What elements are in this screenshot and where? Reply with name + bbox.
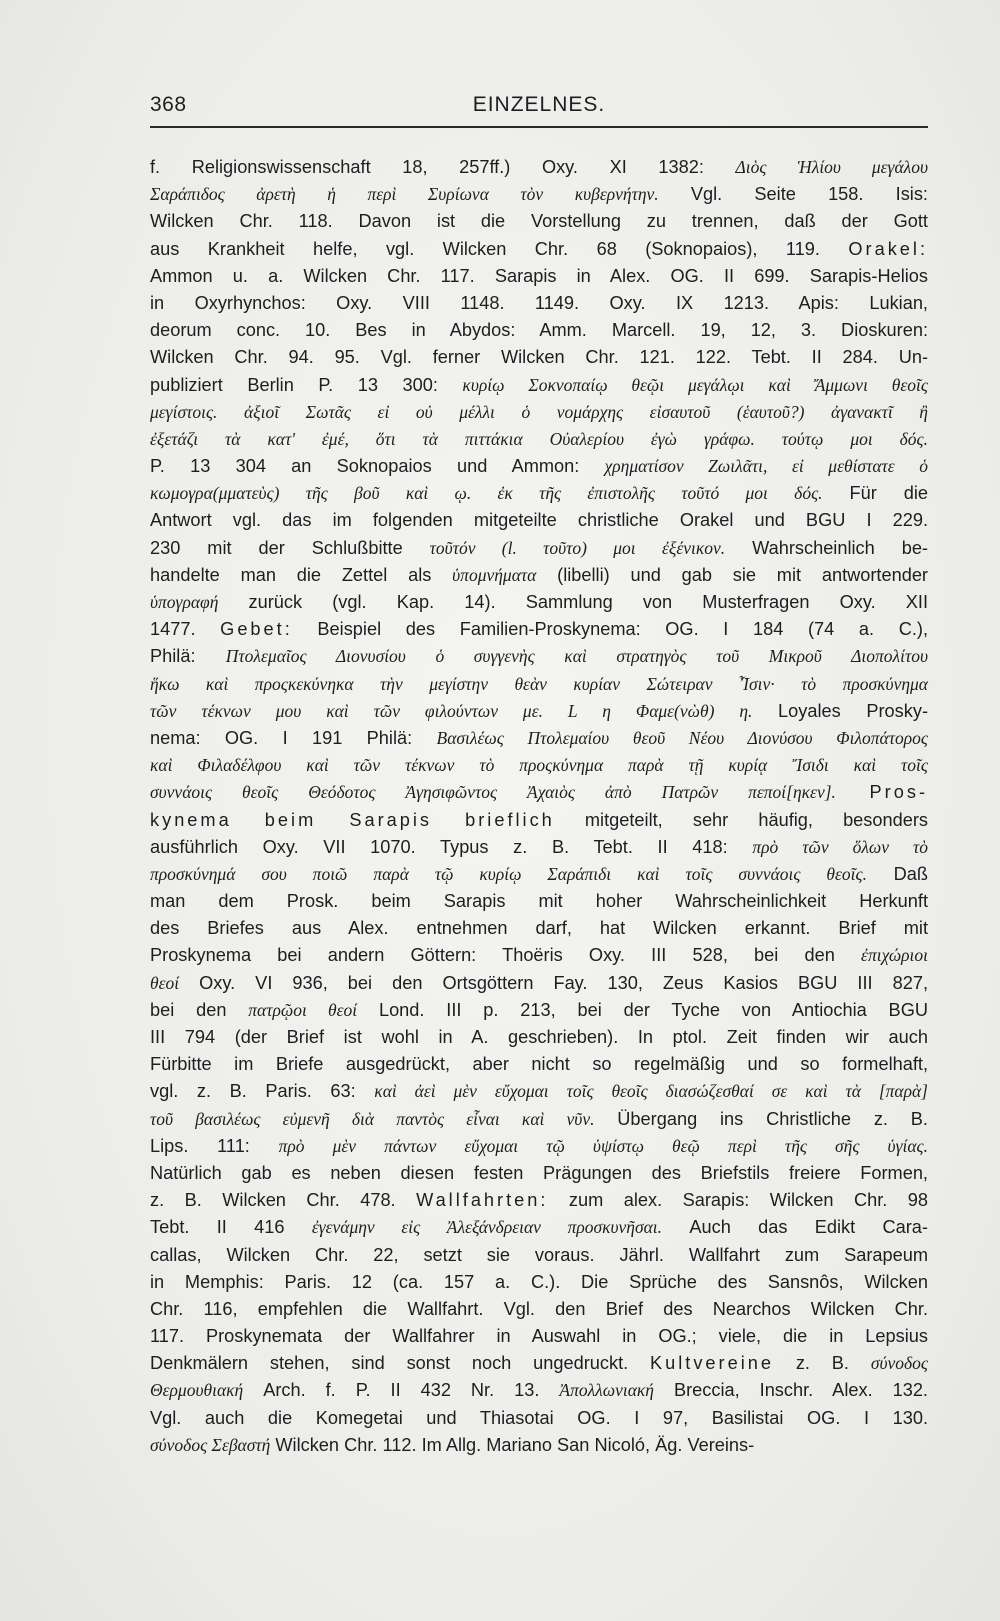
text-run: Lips. 111: (150, 1135, 279, 1156)
text-line (150, 1296, 928, 1323)
text-run: Denkmälern stehen, sind sonst noch ungedruckt. (150, 1353, 650, 1374)
text-run: 230 mit der Schlußbitte (150, 537, 430, 558)
text-run: deorum conc. 10. Bes in Abydos: Amm. Marcell. 19, 12, 3. Dioskuren: (150, 320, 928, 341)
text-run: vgl. z. B. Paris. 63: (150, 1081, 375, 1102)
text-line (150, 1323, 928, 1350)
text-run: III 794 (der Brief ist wohl in A. geschrieben). In ptol. Zeit finden wir auch (150, 1027, 928, 1047)
greek-text: προσκύνημά σου ποιῶ παρὰ τῷ κυρίῳ Σαράπιδι καὶ τοῖς συννάοις θεοῖς. (150, 863, 868, 884)
text-run: Übergang ins Christliche z. B. (594, 1108, 928, 1129)
text-line (150, 970, 928, 997)
text-run: 1477. (150, 619, 221, 640)
text-run: Daß (867, 863, 928, 884)
text-run: Auch das Edikt Cara- (662, 1217, 928, 1238)
text-line (150, 154, 928, 181)
text-run: Chr. 116, empfehlen die Wallfahrt. Vgl. den Brief des Nearchos Wilcken Chr. (150, 1298, 928, 1319)
greek-text: Θερμουθιακή (150, 1380, 244, 1401)
text-line (150, 453, 928, 480)
text-run: Arch. f. P. II 432 Nr. 13. (243, 1380, 560, 1401)
text-run: Breccia, Inschr. Alex. 132. (654, 1380, 928, 1401)
greek-text: μεγίστοις. ἀξιοῖ Σωτᾶς εἰ οὐ μέλλι ὁ νομάρχης εἰσαυτοῦ (ἑαυτοῦ?) ἀγανακτῖ ἢ (150, 401, 928, 422)
greek-text: ὑπογραφή (150, 592, 219, 612)
greek-text: πρὸ τῶν ὅλων τὸ (752, 836, 928, 857)
running-head: EINZELNES. (472, 93, 606, 116)
text-line (150, 942, 928, 969)
text-line (150, 426, 928, 453)
text-run: zurück (vgl. Kap. 14). Sammlung von Musterfragen Oxy. XII (218, 592, 928, 612)
text-line (150, 888, 928, 915)
text-line (150, 1214, 928, 1241)
text-line (150, 480, 928, 507)
text-line (150, 208, 928, 235)
text-run: Loyales Prosky- (752, 700, 928, 721)
greek-text: θεοί (150, 972, 180, 993)
greek-text: Ἀπολλωνιακή (559, 1380, 654, 1401)
text-line (150, 807, 928, 834)
greek-text: καὶ ἀεὶ μὲν εὔχομαι τοῖς θεοῖς διασώζεσθαί σε καὶ τὰ [παρὰ] (374, 1081, 928, 1102)
greek-text: τοῦ βασιλέως εὐμενῆ διὰ παντὸς εἶναι καὶ νῦν. (150, 1108, 595, 1129)
greek-text: χρηματίσον Ζωιλᾶτι, εἰ μεθίστατε ὁ (604, 456, 929, 477)
text-run: Vgl. Seite 158. Isis: (658, 184, 928, 205)
text-line (150, 1024, 928, 1051)
text-line (150, 290, 928, 317)
text-run: Tebt. II 416 (150, 1217, 312, 1238)
spaced-heading-text: Orakel: (848, 238, 928, 259)
text-line (150, 317, 928, 344)
text-line (150, 643, 928, 670)
text-line (150, 263, 928, 290)
greek-text: Σαράπιδος ἀρετὴ ἡ περὶ Συρίωνα τὸν κυβερνήτην. (150, 184, 659, 205)
text-line (150, 1242, 928, 1269)
page-number: 368 (150, 93, 187, 116)
text-run: Vgl. auch die Komegetai und Thiasotai OG. I 97, Basilistai OG. I 130. (150, 1407, 928, 1428)
text-run: f. Religionswissenschaft 18, 257ff.) Oxy. XI 1382: (150, 157, 736, 177)
header-rule (150, 126, 928, 128)
text-run: P. 13 304 an Soknopaios und Ammon: (150, 456, 605, 477)
text-run: nema: OG. I 191 Philä: (150, 727, 437, 748)
text-line (150, 752, 928, 779)
greek-text: Πτολεμαῖος Διονυσίου ὁ συγγενὴς καὶ στρατηγὸς τοῦ Μικροῦ Διοπολίτου (225, 646, 928, 667)
text-run: (libelli) und gab sie mit antwortender (536, 564, 928, 585)
page-header (150, 93, 928, 127)
text-run: Fürbitte im Briefe ausgedrückt, aber nicht so regelmäßig und so formelhaft, (150, 1054, 928, 1075)
text-run: ausführlich Oxy. VII 1070. Typus z. B. Tebt. II 418: (150, 836, 753, 857)
text-run: Ammon u. a. Wilcken Chr. 117. Sarapis in Alex. OG. II 699. Sarapis-Helios (150, 265, 928, 286)
spaced-heading-text: Pros- (835, 782, 929, 803)
text-run: bei den (150, 999, 249, 1020)
text-run: Proskynema bei andern Göttern: Thoëris Oxy. III 528, bei den (150, 945, 862, 966)
text-run: Philä: (150, 646, 226, 667)
greek-text: συννάοις θεοῖς Θεόδοτος Ἀγησιφῶντος Ἀχαιὸς ἀπὸ Πατρῶν πεποί[ηκεν]. (150, 782, 836, 803)
text-line (150, 589, 928, 616)
text-line (150, 997, 928, 1024)
greek-text: πρὸ μὲν πάντων εὔχομαι τῷ ὑψίστῳ θεῷ περὶ τῆς σῆς ὑγίας. (278, 1135, 928, 1156)
greek-text: Διὸς Ἡλίου μεγάλου (735, 157, 929, 177)
spaced-heading-text: Wallfahrten: (416, 1190, 549, 1211)
text-run: in Memphis: Paris. 12 (ca. 157 a. C.). Die Sprüche des Sansnôs, Wilcken (150, 1271, 928, 1292)
text-line (150, 779, 928, 806)
greek-text: σύνοδος Σεβαστή (150, 1434, 271, 1455)
text-run: z. B. Wilcken Chr. 478. (150, 1190, 417, 1211)
greek-text: τῶν τέκνων μου καὶ τῶν φιλούντων με. L η Φαμε(νὼθ) η. (150, 700, 753, 721)
text-run: publiziert Berlin P. 13 300: (150, 374, 463, 395)
text-run: aus Krankheit helfe, vgl. Wilcken Chr. 68 (Soknopaios), 119. (150, 238, 849, 259)
text-run: 117. Proskynemata der Wallfahrer in Auswahl in OG.; viele, die in Lepsius (150, 1326, 928, 1347)
greek-text: πατρῷοι θεοί (248, 999, 358, 1020)
text-run: Oxy. VI 936, bei den Ortsgöttern Fay. 130, Zeus Kasios BGU III 827, (179, 972, 928, 993)
text-line (150, 1160, 928, 1187)
text-run: handelte man die Zettel als (150, 564, 453, 585)
greek-text: κωμογρα(μματεὺς) τῆς βοῦ καὶ ῳ. ἐκ τῆς ἐπιστολῆς τοῦτό μοι δός. (150, 483, 823, 504)
text-line (150, 1078, 928, 1105)
greek-text: Βασιλέως Πτολεμαίου θεοῦ Νέου Διονύσου Φιλοπάτορος (436, 727, 928, 748)
text-run: Wahrscheinlich be- (725, 537, 928, 558)
greek-text: ἐξετάζι τὰ κατ' ἐμέ, ὅτι τὰ πιττάκια Οὐαλερίου ἐγὼ γράφω. τούτῳ μοι δός. (150, 428, 928, 449)
text-line (150, 698, 928, 725)
spaced-heading-text: Kultvereine (650, 1353, 774, 1374)
greek-text: κυρίῳ Σοκνοπαίῳ θεῷι μεγάλῳι καὶ Ἄμμωνι θεοῖς (462, 374, 928, 395)
text-line (150, 236, 928, 263)
text-line (150, 671, 928, 698)
text-run: Natürlich gab es neben diesen festen Prägungen des Briefstils freiere Formen, (150, 1162, 928, 1183)
text-run: in Oxyrhynchos: Oxy. VIII 1148. 1149. Oxy. IX 1213. Apis: Lukian, (150, 292, 928, 313)
greek-text: σύνοδος (870, 1353, 928, 1374)
greek-text: ἐγενάμην εἰς Ἀλεξάνδρειαν προσκυνῆσαι. (311, 1217, 663, 1238)
text-line (150, 562, 928, 589)
text-line (150, 915, 928, 942)
greek-text: τοῦτόν (l. τοῦτο) μοι ἐξένικον. (429, 537, 726, 558)
text-line (150, 834, 928, 861)
text-run: Wilcken Chr. 94. 95. Vgl. ferner Wilcken Chr. 121. 122. Tebt. II 284. Un- (150, 347, 928, 368)
text-run: zum alex. Sarapis: Wilcken Chr. 98 (548, 1190, 928, 1211)
text-line (150, 1051, 928, 1078)
text-line (150, 1269, 928, 1296)
text-line (150, 1432, 928, 1459)
text-line (150, 399, 928, 426)
text-line (150, 616, 928, 643)
text-run: man dem Prosk. beim Sarapis mit hoher Wahrscheinlichkeit Herkunft (150, 891, 928, 912)
text-line (150, 1377, 928, 1404)
greek-text: ἐπιχώριοι (861, 945, 928, 966)
spaced-heading-text: kynema beim Sarapis brieflich (150, 809, 555, 830)
text-line (150, 725, 928, 752)
body-text (150, 154, 928, 1459)
text-line (150, 1350, 928, 1377)
text-run: Wilcken Chr. 118. Davon ist die Vorstellung zu trennen, daß der Gott (150, 211, 928, 232)
text-line (150, 1106, 928, 1133)
text-line (150, 181, 928, 208)
text-run: Beispiel des Familien-Proskynema: OG. I 184 (74 a. C.), (292, 619, 929, 640)
text-run: mitgeteilt, sehr häufig, besonders (554, 809, 929, 830)
text-line (150, 861, 928, 888)
text-line (150, 344, 928, 371)
text-run: callas, Wilcken Chr. 22, setzt sie voraus. Jährl. Wallfahrt zum Sarapeum (150, 1244, 928, 1265)
greek-text: καὶ Φιλαδέλφου καὶ τῶν τέκνων τὸ προςκύνημα παρὰ τῇ κυρίᾳ Ἴσιδι καὶ τοῖς (150, 755, 928, 776)
text-run: Wilcken Chr. 112. Im Allg. Mariano San Nicoló, Äg. Vereins- (270, 1434, 755, 1455)
text-run: z. B. (774, 1353, 871, 1374)
text-line (150, 1133, 928, 1160)
text-line (150, 372, 928, 399)
greek-text: ἥκω καὶ προςκεκύνηκα τὴν μεγίστην θεὰν κυρίαν Σώτειραν Ἶσιν· τὸ προσκύνημα (150, 673, 928, 694)
text-run: Lond. III p. 213, bei der Tyche von Antiochia BGU (357, 999, 928, 1020)
text-run: Antwort vgl. das im folgenden mitgeteilte christliche Orakel und BGU I 229. (150, 510, 928, 531)
text-run: des Briefes aus Alex. entnehmen darf, hat Wilcken erkannt. Brief mit (150, 918, 928, 939)
spaced-heading-text: Gebet: (220, 619, 293, 640)
text-line (150, 507, 928, 534)
text-run: Für die (822, 483, 928, 504)
text-line (150, 1405, 928, 1432)
text-line (150, 1187, 928, 1214)
text-line (150, 535, 928, 562)
greek-text: ὑπομνήματα (452, 564, 537, 585)
